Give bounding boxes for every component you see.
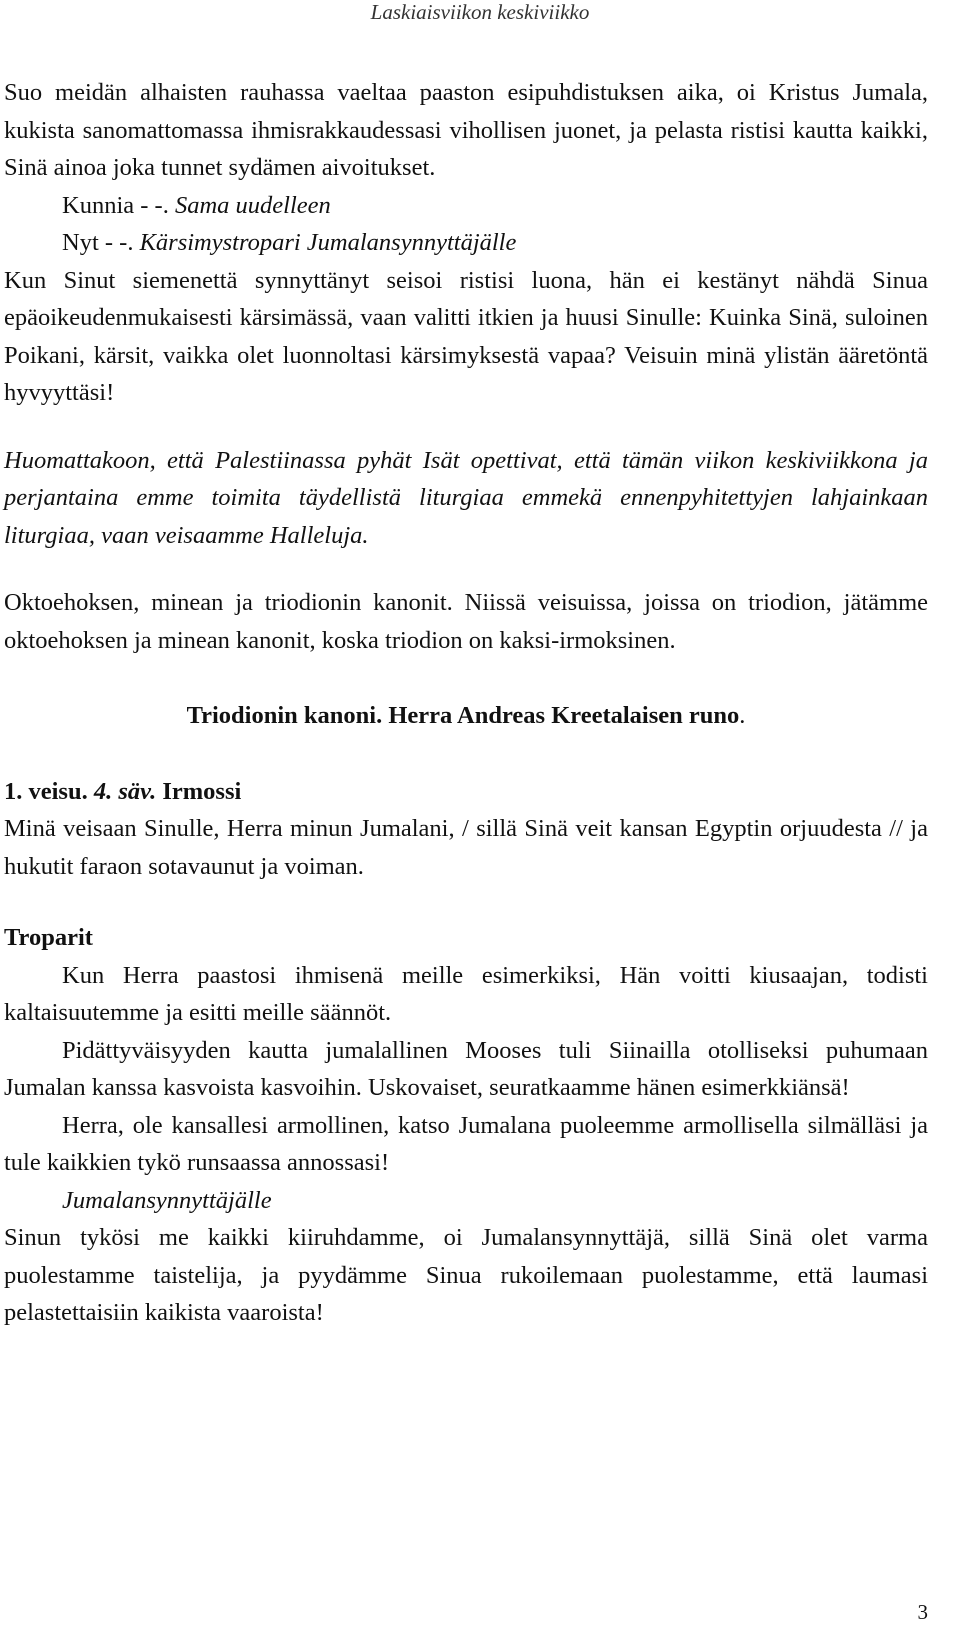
canon-heading-dot: . xyxy=(739,702,746,729)
rubric-note: Huomattakoon, että Palestiinassa pyhät Isät opettivat, että tämän viikon keskiviikkona ja perjantaina emme toimita täydellistä liturgiaa emmekä ennenpyhitettyjen lahjainkaan liturgiaa, vaan veisaamme Halleluja. xyxy=(4,446,928,549)
kunnia-label: Kunnia - -. xyxy=(62,191,169,219)
kunnia-note: Sama uudelleen xyxy=(174,191,331,219)
theotokion-label: Jumalansynnyttäjälle xyxy=(62,1186,272,1214)
troparion-1: Kun Herra paastosi ihmisenä meille esimerkiksi, Hän voitti kiusaajan, todisti kaltaisuutemme ja esitti meille säännöt. xyxy=(4,961,928,1026)
canon-heading xyxy=(4,697,928,735)
canons-note: Oktoehoksen, minean ja triodionin kanonit. Niissä veisuissa, joissa on triodion, jätämme oktoehoksen ja minean kanonit, koska triodion on kaksi-irmoksinen. xyxy=(4,589,928,654)
prayer-paragraph: Suo meidän alhaisten rauhassa vaeltaa paaston esipuhdistuksen aika, oi Kristus Jumala, kukista sanomattomassa ihmisrakkaudessasi vihollisen juonet, ja pelasta ristisi kautta kaikki, Sinä ainoa joka tunnet sydämen aivoitukset. xyxy=(4,79,928,181)
troparion-2: Pidättyväisyyden kautta jumalallinen Mooses tuli Siinailla otolliseksi puhumaan Jumalan kanssa kasvoista kasvoihin. Uskovaiset, seuratkaamme hänen esimerkkiänsä! xyxy=(4,1036,928,1101)
running-header: Laskiaisviikon keskiviikko xyxy=(370,0,590,24)
nyt-line xyxy=(4,224,928,262)
irmos-paragraph: Minä veisaan Sinulle, Herra minun Jumalani, / sillä Sinä veit kansan Egyptin orjuudesta // ja hukutit faraon sotavaunut ja voiman. xyxy=(4,815,928,880)
canon-heading-text: Triodionin kanoni. Herra Andreas Kreetalaisen runo xyxy=(186,702,740,729)
document-body xyxy=(4,74,928,1332)
ode-irmos: Irmossi xyxy=(162,777,242,805)
troparion-3: Herra, ole kansallesi armollinen, katso Jumalana puoleemme armollisella silmälläsi ja tule kaikkien tykö runsaassa annossasi! xyxy=(4,1111,928,1176)
theotokion-paragraph: Sinun tykösi me kaikki kiiruhdamme, oi Jumalansynnyttäjä, sillä Sinä olet varma puolestamme taistelija, ja pyydämme Sinua rukoilemaan puolestamme, että laumasi pelastettaisiin kaikista vaaroista! xyxy=(4,1224,928,1326)
ode-number: 1. veisu. xyxy=(4,777,88,805)
page-number: 3 xyxy=(917,1600,928,1624)
troparia-heading-tail: t xyxy=(84,924,93,951)
troparion-paragraph: Kun Sinut siemenettä synnyttänyt seisoi ristisi luona, hän ei kestänyt nähdä Sinua epäoikeudenmukaisesti kärsimässä, vaan valitti itkien ja huusi Sinulle: Kuinka Sinä, suloinen Poikani, kärsit, vaikka olet luonnoltasi kärsimyksestä vapaa? Veisuin minä ylistän ääretöntä hyvyyttäsi! xyxy=(4,266,928,406)
nyt-note: Kärsimystropari Jumalansynnyttäjälle xyxy=(139,229,517,256)
kunnia-line xyxy=(4,187,928,225)
nyt-label: Nyt - -. xyxy=(62,229,134,256)
ode-heading xyxy=(4,773,928,811)
troparia-heading-main: Tropari xyxy=(4,924,85,951)
troparia-heading xyxy=(4,919,928,957)
ode-tone: 4. säv. xyxy=(93,777,157,805)
